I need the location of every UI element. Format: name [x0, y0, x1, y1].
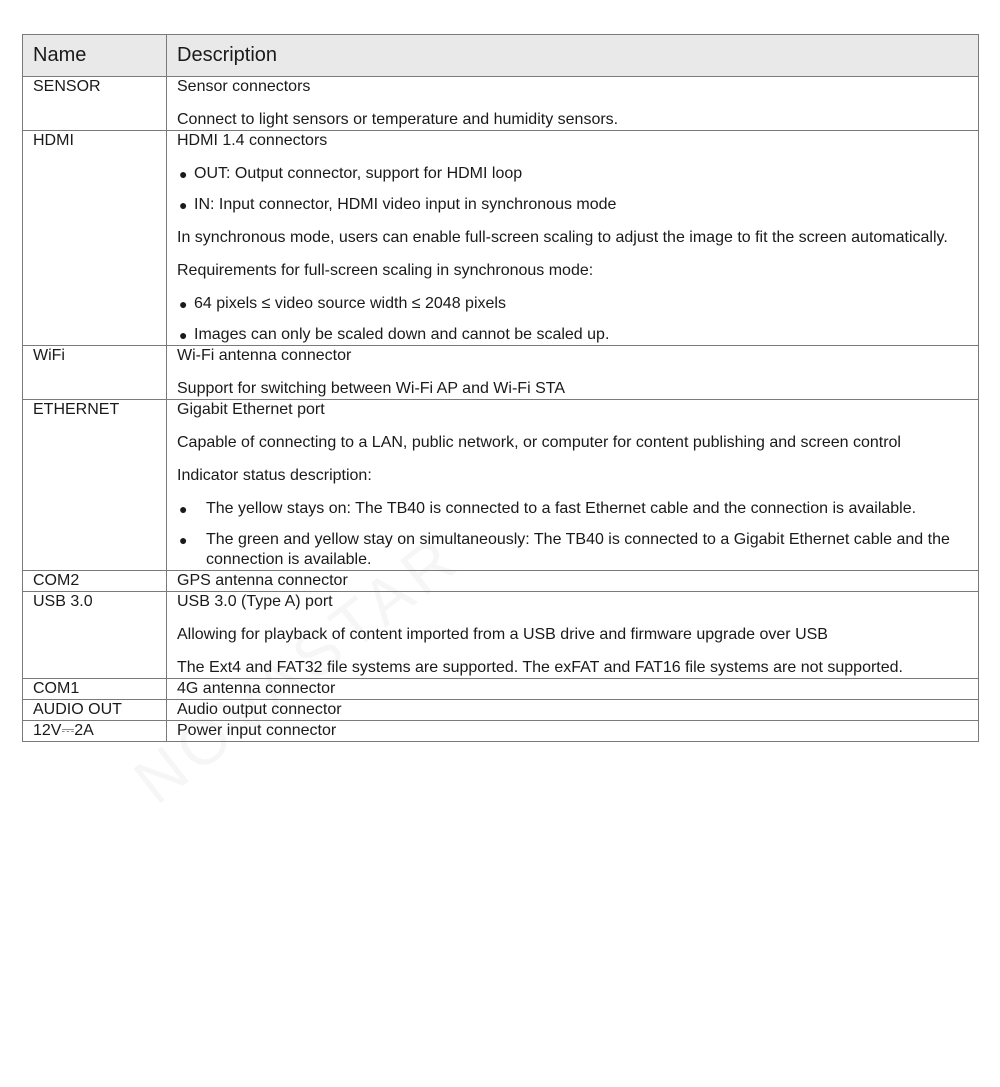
table-row	[23, 400, 979, 571]
list-item	[177, 325, 968, 345]
connector-name: HDMI	[23, 131, 167, 346]
table-row	[23, 571, 979, 592]
connector-name: WiFi	[23, 346, 167, 400]
description-text: Connect to light sensors or temperature and humidity sensors.	[177, 111, 619, 128]
description-text: The Ext4 and FAT32 file systems are supported. The exFAT and FAT16 file systems are not supported.	[177, 659, 903, 676]
description-text: Wi-Fi antenna connector	[177, 347, 352, 364]
list-item-text: IN: Input connector, HDMI video input in synchronous mode	[194, 196, 617, 213]
table-row	[23, 721, 979, 742]
list-item-text: The yellow stays on: The TB40 is connected to a fast Ethernet cable and the connection is available.	[206, 500, 917, 517]
description-text: Requirements for full-screen scaling in synchronous mode:	[177, 262, 594, 279]
connector-description	[167, 131, 979, 346]
description-text: 4G antenna connector	[177, 680, 336, 697]
bullet-icon: ●	[179, 197, 188, 213]
list-item	[177, 499, 968, 519]
connector-name: SENSOR	[23, 77, 167, 131]
table-row	[23, 346, 979, 400]
list-item	[177, 164, 968, 184]
connector-description	[167, 571, 979, 592]
bullet-icon: ●	[179, 501, 188, 517]
connector-description	[167, 77, 979, 131]
bullet-list	[177, 164, 968, 215]
list-item	[177, 195, 968, 215]
connector-name: COM2	[23, 571, 167, 592]
description-text: USB 3.0 (Type A) port	[177, 593, 333, 610]
table-row	[23, 131, 979, 346]
table-row	[23, 679, 979, 700]
connector-name: COM1	[23, 679, 167, 700]
list-item-text: Images can only be scaled down and cannot be scaled up.	[194, 326, 610, 343]
list-item-text: The green and yellow stay on simultaneously: The TB40 is connected to a Gigabit Ethernet cable and the connection is available.	[206, 531, 950, 568]
table-body	[23, 77, 979, 742]
description-text: Support for switching between Wi-Fi AP and Wi-Fi STA	[177, 380, 565, 397]
connector-description	[167, 721, 979, 742]
description-text: Power input connector	[177, 722, 337, 739]
connector-name: USB 3.0	[23, 592, 167, 679]
connector-description	[167, 346, 979, 400]
bullet-list	[177, 294, 968, 345]
description-text: Gigabit Ethernet port	[177, 401, 325, 418]
connector-name: AUDIO OUT	[23, 700, 167, 721]
connector-name: 12V⎓2A	[23, 721, 167, 742]
connector-description	[167, 679, 979, 700]
description-text: GPS antenna connector	[177, 572, 348, 589]
list-item-text: OUT: Output connector, support for HDMI loop	[194, 165, 523, 182]
description-text: Capable of connecting to a LAN, public network, or computer for content publishing and screen control	[177, 434, 901, 451]
header-description: Description	[167, 35, 979, 77]
connector-name: ETHERNET	[23, 400, 167, 571]
list-item	[177, 530, 968, 570]
bullet-icon: ●	[179, 166, 188, 182]
description-text: Allowing for playback of content imported from a USB drive and firmware upgrade over USB	[177, 626, 828, 643]
header-name: Name	[23, 35, 167, 77]
bullet-icon: ●	[179, 327, 188, 343]
list-item	[177, 294, 968, 314]
table-header-row	[23, 35, 979, 77]
bullet-list	[177, 499, 968, 570]
table-row	[23, 700, 979, 721]
description-text: HDMI 1.4 connectors	[177, 132, 328, 149]
table-row	[23, 77, 979, 131]
connector-description	[167, 592, 979, 679]
description-text: In synchronous mode, users can enable full-screen scaling to adjust the image to fit the screen automatically.	[177, 229, 948, 246]
list-item-text: 64 pixels ≤ video source width ≤ 2048 pixels	[194, 295, 506, 312]
connector-description	[167, 700, 979, 721]
description-text: Audio output connector	[177, 701, 342, 718]
bullet-icon: ●	[179, 532, 188, 548]
bullet-icon: ●	[179, 296, 188, 312]
table-row	[23, 592, 979, 679]
description-text: Indicator status description:	[177, 467, 372, 484]
connector-description	[167, 400, 979, 571]
spec-table	[22, 34, 979, 742]
description-text: Sensor connectors	[177, 78, 311, 95]
